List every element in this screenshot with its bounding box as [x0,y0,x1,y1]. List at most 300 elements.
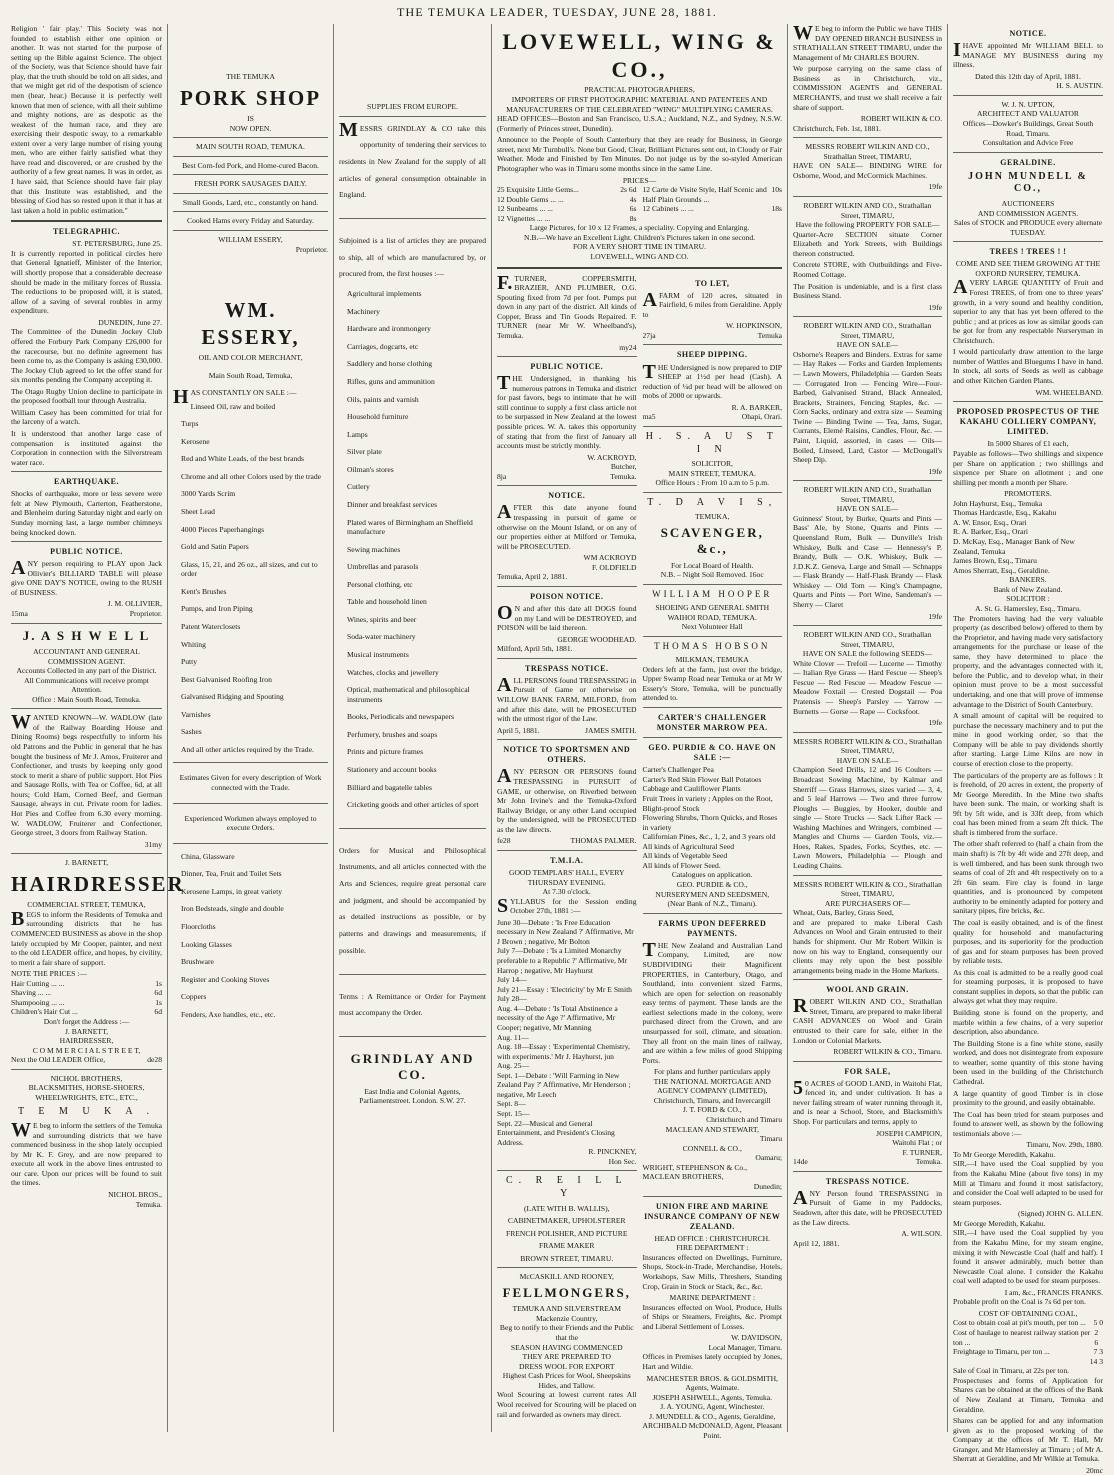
ashwell-line: Office : Main South Road, Temuka. [32,694,141,704]
essery-item: Glass, 15, 21, and 26 oz., all sizes, and cut to order [181,559,318,579]
cost-row-price: 2 6 [1094,1328,1099,1347]
date: Temuka, April 2, 1881. [497,572,568,582]
union-agent: JOSEPH ASHWELL, Agents, Temuka. [652,1392,773,1402]
supplies-heading: SUPPLIES FROM EUROPE. [367,102,458,111]
union-heading: UNION FIRE AND MARINE INSURANCE COMPANY OF NEW ZEALAND. [644,1201,781,1231]
hooper-name: WILLIAM HOOPER [652,588,773,599]
grindlay-item: Oilman's stores [347,464,394,474]
cost-row [953,1328,1103,1347]
farms-agent: WRIGHT, STEPHENSON & Co., [642,1162,747,1172]
pork-line: Small Goods, Lard, etc., constantly on hand. [182,197,319,207]
wilkin-have: HAVE ON SALE— [836,504,899,514]
ashwell-line: Accounts Collected in any part of the District. [16,666,157,676]
essery-item: Linseed Oil, raw and boiled [190,401,276,411]
fell-name: McCASKILL AND ROONEY, [519,1272,614,1282]
davis-title: SCAVENGER, &c., [660,524,764,557]
lovewell-nb: N.B.—We have an Excellent Light. Children's Pictures taken in one second. [523,232,756,242]
prices-heading: PRICES— [622,175,657,185]
barnett-end: C O M M E R C I A L S T R E E T, [32,1045,141,1055]
union-office: HEAD OFFICE : CHRISTCHURCH. [654,1233,771,1243]
wilkin-head: MESSRS ROBERT WILKIN & CO., Strathallan Street, TIMARU, [793,736,942,756]
promoter: James Brown, Esq., Timaru [953,556,1037,566]
barnett-price-item: Shampooing ... ... [11,997,65,1007]
syllabus-item: Aug. 11— [497,1032,529,1042]
essery-item: Fenders, Axe handles, etc., etc. [181,1009,276,1019]
pork-shop-title: PORK SHOP [179,85,322,110]
barnett-text: BEGS to inform the Residents of Temuka and surrounding districts that he has COMMENCED BUSINESS as above in the shop lately occupied by Mr Cooper, painter, and next to the old LEADER office, and hopes, by civility, to merit a fair share of support. [11,907,162,967]
essery-item: Red and White Leads, of the best brands [181,454,305,464]
tolet-text: AFARM of 120 acres, situated in Fairfield, 6 miles from Geraldine. Apply to [642,288,782,319]
fell-text: Beg to notify to their Friends and the Public that the [499,1323,634,1343]
grindlay-item: Agricultural implements [347,289,422,299]
lovewell-price-price: 6s [629,204,637,214]
date: Dated this 12th day of April, 1881. [975,71,1081,81]
signature: ROBERT WILKIN & CO., Timaru. [833,1047,942,1057]
syllabus-text: SYLLABUS for the Session ending October 27th, 1881 :— [497,894,637,917]
essery-item: Galvanised Ridging and Spouting [181,692,284,702]
grindlay-item: Prints and picture frames [347,747,424,757]
sheep-heading: SHEEP DIPPING. [676,350,748,360]
lovewell-price-item: 12 Double Gems ... ... [497,194,564,204]
mundell-text: Sales of STOCK and PRODUCE every alternate TUESDAY. [954,218,1102,237]
earthquake-text: Shocks of earthquake, more or less severe were felt at New Plymouth, Carterton, Featherstone, and Blenheim during Saturday night and early on Sunday morning last, a large number chimneys being knocked down. [11,489,162,537]
wool-text: ROBERT WILKIN AND CO., Strathallan Street, Timaru, are prepared to make liberal CASH ADVANCES on Wool and Grain entrusted to their care for sale, either in the London or Colonial Markets. [793,995,942,1045]
purdie-items [643,765,783,870]
nichol-trades: BLACKSMITHS, HORSE-SHOERS, WHEELWRIGHTS, ETC., ETC., [28,1083,145,1102]
earthquake-heading: EARTHQUAKE. [53,477,119,487]
cost-row-price: 5 0 [1093,1318,1103,1328]
grindlay-item: Table and household linen [347,597,427,607]
grindlay-item: Optical, mathematical and philosophical instruments [347,685,470,704]
solicitor: A. St. G. Hamersley, Esq., Timaru. [975,603,1081,613]
fell-scour: Wool Scouring at lowest current rates All Wool received for Scouring will be placed on rail and forwarded as owners may direct. [497,1390,637,1419]
union-fire-text: Insurances effected on Dwellings, Furniture, Shops, Stock-in-Trade, Merchandise, Hotels, Workshops, Saw Mills, Threshers, Standing Crop, Grain in Stock or Stack, &c., &c. [642,1252,782,1291]
syllabus-item: Aug. 25— [497,1061,530,1071]
essery-item: Brushware [181,957,214,967]
lovewell-signature: LOVEWELL, WING AND CO. [590,252,689,261]
notice-heading: NOTICE. [1009,29,1047,38]
upton-consult: Consultation and Advice Free [982,138,1074,148]
town: Temuka. [915,1157,942,1167]
role: Hon Sec. [608,1156,637,1166]
union-agent: ARCHIBALD McDONALD, Agent, Pleasant Point. [642,1421,782,1440]
syllabus-item: July 28— [497,994,527,1004]
mundell-name: JOHN MUNDELL & CO., [968,170,1088,195]
signature: R. A. BARKER, [731,402,782,412]
essery-item: And all other articles required by the Trade. [181,744,314,754]
tmia-time: At 7.30 o'clock. [542,887,591,897]
wadlow-text: WANTED KNOWN—W. WADLOW (late of the Railway Boarding House and Dining Rooms) begs respectfully to inform his old Patrons and the Public in general that he has bought the business of Mr J. Amos, Fruiterer and Confectioner, and trusts by keeping only good stock to merit a share of public support. Hot Pies and Sausage Rolls, with Tea or Coffee, 6d, at all hours; Cold Ham, Corned Beef, and German Sausage, always in cut. Private room for ladies. Hot Pies and Coffee from 6.30 every morning. W. WADLOW, Fruiterer and Confectioner, George street, 3 doors from Railway Station. [11,711,162,838]
grindlay-items [339,285,486,813]
lovewell-price-item: 25 Exquisite Little Gems... [497,185,579,195]
essery-item: Kerosene [181,436,210,446]
ad-ref: ma5 [642,412,656,422]
farms-places: Christchurch, Timaru, and Invercargill [653,1095,771,1105]
poison-heading: POISON NOTICE. [530,591,604,601]
promoter: D. McKay, Esq., Manager Bank of New Zealand, Temuka [953,537,1075,556]
lovewell-large: Large Pictures, for 10 x 12 Frames, a speciality. Copying and Enlarging. [529,223,750,233]
lovewell-price [497,195,637,205]
ashwell-role: ACCOUNTANT AND GENERAL COMMISSION AGENT. [33,646,140,666]
union-agent: MANCHESTER BROS. & GOLDSMITH, Agents, Waimate. [646,1373,778,1393]
trespass-heading: TRESPASS NOTICE. [525,663,609,673]
notice-text: AFTER this date anyone found trespassing in pursuit of game or otherwise on the Mount Island, or on any of our properties either at Milford or Temuka, will be PROSECUTED. [497,501,637,551]
wilkin-have: HAVE ON SALE the following SEEDS— [802,649,933,659]
syllabus-item: July 21—Essay : 'Electricity' by Mr E Smith [497,984,632,994]
purdie-item: Californian Pines, &c., 1, 2, and 3 years old [642,832,776,842]
grindlay-item: Saddlery and horse clothing [347,359,432,369]
hooper-role: SHOEING AND GENERAL SMITH [655,603,770,613]
testimonial-text: SIR,—I have used the Coal supplied by you from the Kakahu Mine, for my steam engine, mixing it with Newcastle Coal (half and half). I found it answer admirably, much better than Newcastle Coal alone. I consider the Kakahu coal well adapted to be used for steam purposes. [953,1228,1103,1286]
tmia-heading: T.M.I.A. [550,855,584,865]
barnett-price-price: 1s [155,997,162,1007]
austin-name: H. S. A U S T I N [645,430,779,455]
wilkin-text: Concrete STORE, with Outbuildings and Five-Roomed Cottage. [793,260,942,279]
prospectus-text: The Building Stone is a fine white stone, easily worked, and does not disintegrate from exposure to weather, some quantity of this stone having been used in the building of the Christchurch Cathedral. [953,1038,1103,1086]
farms-agent: MACLEAN BROTHERS, [642,1172,724,1182]
syllabus-item: Sept. 8— [497,1099,526,1109]
cost-row-item: Cost to obtain coal at pit's mouth, per ton ... [953,1318,1086,1328]
barnett-price-price: 6d [154,1007,162,1017]
reilly-line: FRENCH POLISHER, AND PICTURE [505,1228,628,1238]
cost-row-item: Freightage to Timaru, per ton ... [953,1347,1050,1357]
profit-text: Probable profit on the Coal is 7s 6d per ton. [953,1297,1086,1307]
hairdresser-title: HAIRDRESSER [11,871,185,896]
signature: JOSEPH CAMPION, [876,1128,942,1138]
lovewell-price-item: 12 Carte de Visite Style, Half Scenic and Half Plain Grounds ... [642,185,767,204]
farms-agent: CONNELL & CO., [682,1143,742,1153]
essery-title: WM. ESSERY, [201,298,300,349]
barnett-name: J. BARNETT, [64,858,109,868]
lovewell-announce: Announce to the People of South Canterbury that they are ready for Business, in George street, next Mr Turnbull's. None but Good, Clear, Brilliant Pictures sent out, in Cloudy or Fair Weather. Mode and Finished by Ten Minutes. Do not judge us by the so-styled American Photographer who was in Timaru some months since in the same Line. [497,135,782,173]
cost-end: Shares can be applied for and any information given as to the proposed working of the Company at the offices of Mr T. Hall, Mr Granger, and Mr Hamersley at Timaru ; of Mr A. Sherratt at Geraldine, and Mr Wilkie at Temuka. [953,1416,1103,1464]
lovewell-title: LOVEWELL, WING & CO., [502,29,777,82]
public-notice-heading: PUBLIC NOTICE. [530,362,604,372]
signature: NICHOL BROS., [108,1190,162,1200]
place: Ohapi, Orari. [741,412,782,422]
essery-item: Gold and Satin Papers [181,542,249,552]
role: Proprietor. [129,609,162,619]
reilly-line: CABINETMAKER, UPHOLSTERER [507,1216,626,1226]
purdie-item: All kinds of Vegetable Seed [642,851,728,861]
ad-ref: 19fe [928,182,942,192]
tolet-heading: TO LET, [695,278,730,288]
trespass-text: ANY Person found TRESPASSING in Pursuit of Game in my Paddocks, Seadown, after this date, will be PROSECUTED as the Law directs. [793,1186,942,1227]
essery-item: China, Glassware [181,851,235,861]
austin-hours: Office Hours : From 10 a.m to 5 p.m. [655,478,770,488]
trees-heading: TREES ! TREES ! ! [989,247,1067,257]
wilkin-head: ROBERT WILKIN AND CO., Strathallan Street, TIMARU, [803,485,932,504]
essery-item: Chrome and all other Colors used by the trade [181,471,322,481]
essery-item: 4000 Pieces Paperhangings [181,524,265,534]
signature: W. DAVIDSON, [731,1333,782,1343]
barnett-price-price: 6d [154,988,162,998]
article-intro: Religion ' fair play.' This Society was not founded to establish either one opinion or another. It was not started for the purpose of setting up the Bible against Science. The object of the Society, was that Science should have fair play, that the truth should be told on all sides, and that we might get rid of the despotism of science men (hear, hear.) Because it is perfectly well known that men of science, with all their sublime and mighty notions, are as despotic as the weakest of the human race, and they are exercising their despotic sway, to a remarkable extent over a very large number of rising young men, who are either fairly satisfied what they have read and discovered, or are crushed by the authority of a few great names. It was in order, as I have said, that Science should have fair play that this Institute was established, and the blessing of God has so rested upon it that it has at last taken a hold in public estimation." [11,24,162,215]
grindlay-item: Perfumery, brushes and soaps [347,729,438,739]
trees-text: AVERY LARGE QUANTITY of Fruit and Forest TREES, of from one to three years' growth, in a very sound and healthy condition, superior to any that has yet been offered to the public ; and at prices as low as similar goods can be got for from any respectable Nurseryman in Christchurch. [953,276,1103,345]
forsale-heading: FOR SALE, [844,1066,891,1076]
grindlay-item: Billiard and bagatelle tables [347,782,432,792]
ad-ref: 15ma [11,609,28,619]
signature: (Signed) JOHN G. ALLEN. [1018,1209,1103,1219]
essery-item: Iron Bedsteads, single and double [181,904,284,914]
lovewell-prices-left [497,185,637,223]
signature: R. PINCKNEY, [588,1147,637,1157]
wilkin-have: HAVE ON SALE— [836,755,899,765]
signature: F. OLDFIELD [591,562,637,572]
date: Timaru, Nov. 29th, 1880. [1026,1140,1103,1150]
nichol-text: WE beg to inform the settlers of the Temuka and surrounding districts that we have commenced business in the shop lately occupied by Mr K. F. Grey, and are now prepared to execute all work in the above lines entrusted to our care. Upon our prices will be found to suit the times. [11,1119,162,1188]
wilkin-text: HAVE ON SALE— BINDING WIRE for Osborne, Wood, and McCormick Machines. [793,161,942,180]
mundell-role: AUCTIONEERS [1001,198,1055,208]
terms-text: Terms : A Remittance or Order for Payment must accompany the Order. [339,991,486,1018]
union-fire: FIRE DEPARTMENT : [676,1243,749,1253]
grindlay-item: Wines, spirits and beer [347,614,417,624]
pork-is: IS [247,114,254,124]
farms-co: THE NATIONAL MORTGAGE AND AGENCY COMPANY (LIMITED), [653,1076,771,1096]
testimonial-to: Mr George Meredith, Kakahu. [953,1218,1046,1228]
essery-item: Kerosene Lamps, in great variety [181,886,282,896]
wilkin-items: White Clover — Trefoil — Lucerne — Timothy — Italian Rye Grass — Hard Fescue — Sheep's Fescue — Red Fescue — Meadow Fescue — Meadow Foxtail — Crested Dogstail — Poa Pratensis — Sheep's Parsley — Yarrow — Burnetts — Gorse — Rape — Cocksfoot. [793,658,942,716]
syllabus-item: Sept. 15— [497,1109,530,1119]
purdie-item: Carter's Red Skin Flower Ball Potatoes [642,774,762,784]
wilkin-head: MESSRS ROBERT WILKIN AND CO., Strathallan Street, TIMARU, [805,142,930,161]
barnett-price [11,1007,162,1017]
syllabus-item: July 14— [497,975,527,985]
pork-line: Best Corn-fed Pork, and Home-cured Bacon. [182,160,319,170]
bankers: Bank of New Zealand. [993,584,1063,594]
wilkin-text: The Position is undeniable, and is a first class Business Stand. [793,281,942,301]
syllabus-item: Sept. 1—Debate : 'Will Farming in New Zealand Pay ?' Affirmative, Mr Henderson ; negative, Mr Leech [497,1070,631,1099]
grindlay-item: Carriages, dogcarts, etc [347,341,419,351]
fell-addr: TEMUKA AND SILVERSTREAM [512,1304,622,1314]
signature: ROBERT WILKIN & CO. [860,114,942,124]
lovewell-short: FOR A VERY SHORT TIME IN TIMARU. [572,242,707,252]
wilkin-intro: WE beg to inform the Public we have THIS DAY OPENED BRANCH BUSINESS in STRATHALLAN STREET TIMARU, under the Management of Mr CHARLES BOURN. [793,22,942,62]
kakahu-shares: In 5000 Shares of £1 each, [987,439,1069,449]
prospectus-text: A small amount of capital will be required to purchase the necessary machinery and to put the mine in good working order, so that the Company will be able to pay dividends shortly after starting. Large Lime Kilns are now in course of erection close to the property. [953,711,1103,768]
ad-ref: fe28 [497,836,511,846]
fell-prep: THEY ARE PREPARED TO [522,1352,611,1362]
cost-end: Prospectuses and forms of Application for Shares can be obtained at the offices of the Bank of New Zealand at Timaru, Temuka and Geraldine. [953,1375,1103,1414]
syllabus-item: Aug. 18—Essay : 'Experimental Chemistry, with experiments.' Mr J. Hayhurst, jun [497,1042,630,1061]
grindlay-item: Cricketing goods and other articles of sport [347,800,479,810]
davis-name: T. D A V I S, [647,496,778,508]
prospectus-text: The Coal has been tried for steam purposes and found to answer well, as shown by the following testimonials above :— [953,1109,1103,1138]
fell-dress: DRESS WOOL FOR EXPORT [518,1361,615,1371]
wilkin-items: Guinness' Stout, by Burke, Quarts and Pints — Bass' Ale, by Stone, Quarts and Pints — Queensland Rum, Bulk — Dunville's Irish Whiskey, Bulk and Case — Hennessy's P. Brandy, Bulk — O.K. Whiskey, Bulk — J.D.K.Z. Geneva, Large and Small — Schnapps — Flask Brandy — Half-Flask Brandy — Flask Whiskey — Old Tom — King's Champagne, Quarts and Pints — Port Wine, Sandeman's — Sherry — Claret [793,513,942,609]
grindlay-signature: GRINDLAY AND CO. [350,1050,475,1083]
grindlay-item: Watches, clocks and jewellery [347,667,439,677]
essery-item: Varnishes [181,709,211,719]
public-notice-heading: PUBLIC NOTICE. [50,547,123,557]
ashwell-name: J. A S H W E L L [22,627,151,643]
signature: J. M. OLLIVIER, [107,599,162,609]
upton-office: Offices—Dowker's Buildings, Great South Road, Timaru. [962,119,1094,138]
signature: I am, &c., FRANCIS FRANKS. [1004,1287,1103,1297]
prospectus-text: Building stone is found on the property, and marble within a few chains, of a very superior description, also abundance. [953,1008,1103,1037]
signature: H. S. AUSTIN. [1056,81,1103,91]
lovewell-sub: IMPORTERS OF FIRST PHOTOGRAPHIC MATERIAL AND PATENTEES AND MANUFACTURERS OF THE CELEBRATED "WING" MULTIPLYING CAMERAS. [506,95,773,114]
kakahu-terms: Payable as follows—Two shillings and sixpence per Share on application ; two shillings and sixpence per Share on allotment ; and one shilling per month a month per Share. [953,448,1103,487]
telegraphic-heading: TELEGRAPHIC. [52,227,121,237]
barnett-price-item: Shaving ... ... [11,988,52,998]
lovewell-price [497,214,637,224]
ashwell-line: All Communications will receive prompt Attention. [24,675,149,695]
lovewell-price-item: 12 Vignettes ... ... [497,213,551,223]
turner-text: F.TURNER, COPPERSMITH, BRAZIER, AND PLUMBER, O.G. Spouting fixed from 7d per foot. Pumps put down in any part of the district. All kinds of Copper, Brass and Tin Goods Repaired. F. TURNER (near Mr W. Wheelband's), Temuka. [497,271,637,340]
wilkin-head: MESSRS ROBERT WILKIN & CO., Strathallan Street, TIMARU, [793,879,942,899]
sportsmen-heading: NOTICE TO SPORTSMEN AND OTHERS. [503,745,631,765]
trees-text: I would particularly draw attention to the large number of Wattles and Bluegums I have in hand. In stock, all sorts of Seeds as well as cabbage and other Kitchen Garden Plants. [953,347,1103,386]
solicitor-heading: SOLICITOR : [1006,594,1050,604]
ad-ref: my24 [619,342,637,352]
date: April 5, 1881. [497,725,540,735]
trespass-heading: TRESPASS NOTICE. [825,1176,910,1186]
essery-item: Whiting [181,639,206,649]
upton-name: W. J. N. UPTON, [1001,99,1055,109]
austin-role: SOLICITOR, [691,459,733,469]
newspaper-page [6,22,1108,1475]
fell-addr: Mackenzie Country, [535,1313,598,1323]
telegraph-item: William Casey has been committed for trial for the larceny of a watch. [11,407,162,427]
lovewell-price-price: 8s [629,213,637,223]
davis-for: For Local Board of Health. [671,560,754,570]
column-6 [948,24,1108,1475]
lovewell-price-price: 4s [629,194,637,204]
pork-address: MAIN SOUTH ROAD, TEMUKA. [196,142,305,152]
essery-item: Best Galvanised Roofing Iron [181,674,272,684]
mundell-role: AND COMMISSION AGENTS. [977,208,1079,218]
grindlay-item: Stationery and account books [347,764,437,774]
essery-item: Turps [181,419,199,429]
syllabus-item: Aug. 4—Debate : 'Is Total Abstinence a necessity of the Age ?' Affirmative, Mr Cooper; negative, Mr Manning [497,1003,618,1032]
lovewell-price [643,204,783,214]
barnett-price [11,988,162,998]
kakahu-heading: PROPOSED PROSPECTUS OF THE KAKAHU COLLIERY COMPANY, LIMITED. [956,407,1100,437]
upton-role: ARCHITECT AND VALUATOR [977,109,1079,119]
dateline: ST. PETERSBURG, June 25. [72,239,162,249]
essery-item: Looking Glasses [181,939,232,949]
cost-total: 14 3 [1089,1356,1103,1366]
barnett-price-price: 1s [155,978,162,988]
wilkin-text: Have the following PROPERTY FOR SALE— [795,220,940,230]
prospectus-text: The other shaft referred to (half a chain from the main shaft) is 7ft by 4ft wide and 27ft deep, and is well timbered, and has been sunk through two seams of coal of 2ft and 4ft respectively on to a 2ft 6in seam. Fire clay is found in large quantities, and is pronounced by competent authority to be eminently adapted for pottery and sanitary pipes, fire bricks, &c. [953,839,1103,916]
union-agent: J. A. YOUNG, Agent, Winchester. [660,1402,765,1412]
essery-item: 3000 Yards Scrim [181,489,236,499]
role: Butcher, [610,462,637,472]
grindlay-item: Umbrellas and parasols [347,562,419,572]
barnett-price [11,979,162,989]
reilly-late: (LATE WITH B. WALLIS), [523,1203,610,1213]
promoters-heading: PROMOTERS. [1004,489,1052,499]
town: Temuka. [135,1199,162,1209]
pork-line: FRESH PORK SAUSAGES DAILY. [194,179,307,189]
essery-item: Register and Cooking Stoves [181,974,270,984]
farms-agent: MACLEAN AND STEWART, [665,1124,759,1134]
signature: A. WILSON. [901,1229,942,1239]
pork-the: THE TEMUKA [225,72,275,81]
telegraph-item: It is currently reported in political circles here that General Ignatieff, Minister of the Interior, will shortly propose that a considerable decrease should be made in the military forces of Russia. The reductions to be proposed will, it is stated, allow of a saving of several roubles in army expenditure. [11,248,162,316]
wilkin-head: ROBERT WILKIN AND CO., Strathallan Street, TIMARU, [803,201,932,220]
signature: WM. WHEELBAND. [1035,387,1103,397]
hobson-name: THOMAS HOBSON [654,640,771,651]
reilly-line: FRAME MAKER [539,1241,595,1251]
purdie-heading: GEO. PURDIE & CO. HAVE ON SALE :— [648,743,777,763]
davis-nb: N.B. – Night Soil Removed. 16oc [660,570,764,580]
trees-sub: COME AND SEE THEM GROWING AT THE OXFORD NURSERY, TEMUKA. [955,259,1101,278]
davis-town: TEMUKA, [695,512,730,522]
ad-ref: 19fe [928,611,942,621]
essery-estimates: Estimates Given for every description of Work connected with the Trade. [179,773,322,793]
purdie-item: All kinds of Agricultural Seed [642,841,735,851]
union-agent: J. MUNDELL & CO., Agents, Geraldine, [649,1411,776,1421]
column-2 [168,24,334,1432]
ad-ref: 31my [144,839,162,849]
purdie-role: NURSERYMEN AND SEEDSMEN, [655,889,770,899]
grindlay-item: Silver plate [347,447,382,457]
cost-sale: Sale of Coal in Timaru, at 22s per ton. [953,1366,1070,1376]
column-3 [334,24,492,1432]
ad-ref: 19fe [928,302,942,312]
lovewell-price [497,204,637,214]
dateline: DUNEDIN, June 27. [98,317,162,327]
wilkin-items: Wheat, Oats, Barley, Grass Seed, [793,908,894,918]
union-marine: MARINE DEPARTMENT : [669,1293,756,1303]
purdie-address: (Near Bank of N.Z., Timaru). [667,899,757,909]
col4-left [497,271,637,1441]
ad-ref: 14de [793,1157,808,1167]
promoter: Thomas Hardcastle, Esq., Kakahu [953,508,1057,518]
date: April 12, 1881. [793,1238,840,1248]
wilkin-text: and are prepared to make Liberal Cash Advances on Wool and Grain entrusted to their hands for shipment. Our Mr Robert Wilkin is now on his way to England, consequently our clients may rely upon the best possible arrangements being made in the Home Markets. [793,917,942,975]
purdie-item: Cabbage and Cauliflower Plants [642,784,741,794]
grindlay-item: Cutlery [347,482,370,492]
date: Milford, April 5th, 1881. [497,644,573,654]
public-notice-text: THE Undersigned, in thanking his numerous patrons in Temuka and district for past favors, begs to intimate that he will still continue to supply a first class article not to be surpassed in New Zealand at the lowest possible prices. W. A. takes this opportunity of stating that from the first of January all accounts must be strictly monthly. [497,372,637,451]
lovewell-price-price: 18s [771,204,782,214]
essery-item: Floorcloths [181,921,216,931]
wilkin-intro2: We purpose carrying on the same class of Business as in Christchurch, viz., COMMISSION AGENTS and GENERAL MERCHANTS, and trust we shall receive a fair share of support. [793,64,942,112]
farms-agent: Christchurch and Timaru [706,1115,782,1124]
purdie-signature: GEO. PURDIE & CO., [676,880,748,890]
fell-prices: Highest Cash Prices for Wool, Sheepskins Hides, and Tallow. [502,1371,631,1390]
cost-heading: COST OF OBTAINING COAL, [978,1308,1078,1318]
pork-open: NOW OPEN. [229,123,272,133]
signature: F. TURNER, [902,1147,942,1157]
purdie-item: Flowering Shrubs, Thorn Quicks, and Roses in variety [642,813,778,832]
grindlay-item: Household furniture [347,412,409,422]
prices-heading: NOTE THE PRICES :— [11,969,88,979]
col4-right [643,274,783,1441]
grindlay-item: Soda-water machinery [347,632,416,642]
essery-items [173,398,328,759]
forsale-text: 50 ACRES of GOOD LAND, in Waitohi Flat, fenced in, and under cultivation. It has a never failing stream of water running through it, and is near a School, Store, and Blacksmith's Shop. For particulars and terms, apply to [793,1076,942,1126]
lovewell-price-item: 12 Sunbeams ... ... [497,204,553,214]
orders-text: Orders for Musical and Philosophical Instruments, and all articles connected with the Arts and Sciences, require great personal care and judgment, and should be accompanied by as detailed instructions as possible, or by patterns and drawings and measurements, if possible. [339,845,486,955]
purdie-item: Carter's Challenger Pea [642,765,714,775]
barnett-price-item: Hair Cutting ... ... [11,978,65,988]
sheep-text: THE Undersigned is now prepared to DIP SHEEP at 1½d per head (Cash). A reduction of ¼d per head will be allowed on mobs of 2000 or upwards. [642,360,782,401]
subjoined-text: Subjoined is a list of articles they are prepared to ship, all of which are manufactured by, or procured from, the first houses :— [339,236,486,279]
hobson-role: MILKMAN, TEMUKA [675,655,749,665]
essery-experienced: Experienced Workmen always employed to execute Orders. [184,813,317,833]
grindlay-item: Sewing machines [347,544,401,554]
lovewell-prices-right [643,185,783,223]
town: Temuka [757,330,782,340]
wilkin-items: Osborne's Reapers and Binders. Extras for same — Hay Rakes — Forks and Garden Implements — Lawn Mowers, Philadelphia — Garden Seats — Corrugated Iron — Fencing Wire—Four-Barbed, Galvanised Strand, Black Annealed, Brackets, Strainers, Fencing Staples, &c. — Corn Sacks, ordinary and extra size — Seaming Twine — Binding Twine — Tea, Jams, Sugar, Currants, Elemé Raisins, Candles, Flour, &c. — Paint, Liquid, assorted, in cases — Oils—Boiled, Linseed, Lard, Castor — McDougall's Sheep Dip. [793,349,942,465]
prospectus-text: The particulars of the property are as follows : It is freehold, of 20 acres in extent, the property of Mr George Meredith. In the Mine two shafts have been sunk. The main, or working shaft is 9ft by 5ft wide, and is 33ft deep, from which coal has been mined from a seam 2ft thick. The shaft is timbered from the surface. [953,770,1103,837]
